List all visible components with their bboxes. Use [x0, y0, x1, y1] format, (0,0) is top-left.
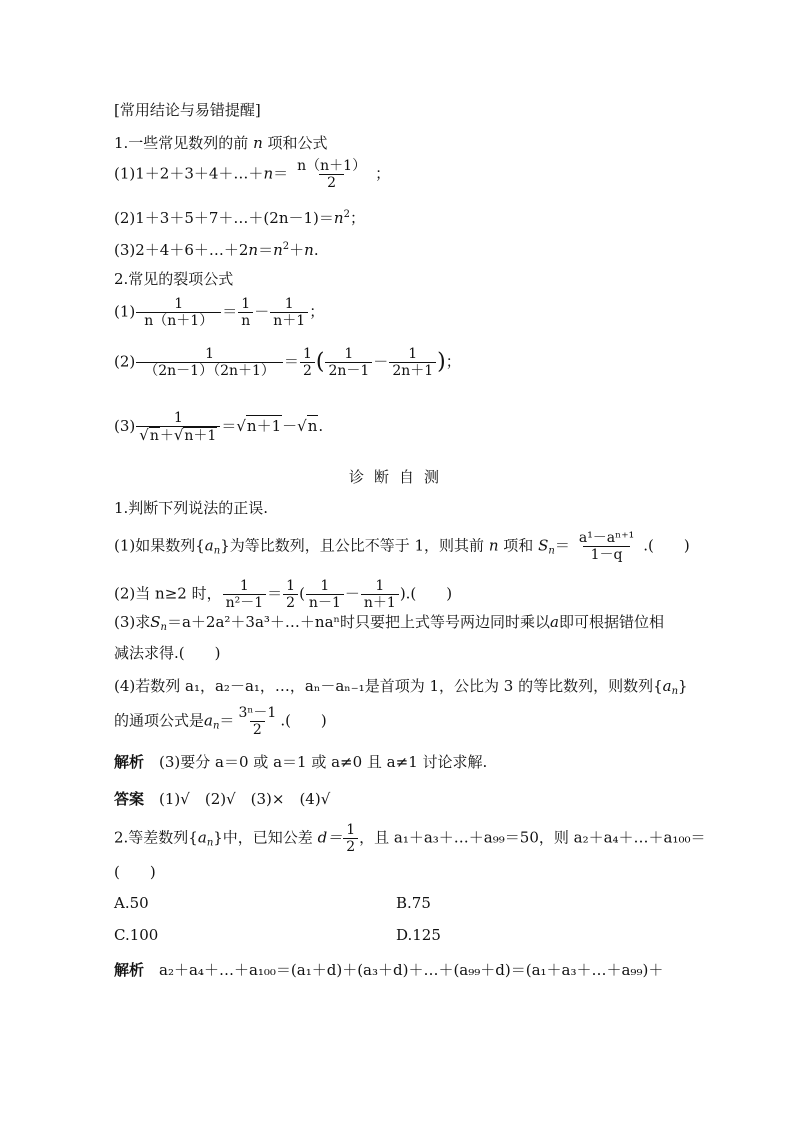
- formula-sum-even: $(3)2+4+6+\dots+2n=n^2+n$.: [114, 241, 319, 259]
- formula-split-3: (3) $\frac{1}{√n+√n+1}$ ＝√n＋1－√n.: [114, 410, 324, 444]
- fraction: $\frac{1}{2}$: [283, 578, 298, 611]
- analysis-1: 解析 (3)要分 a＝0 或 a＝1 或 a≠0 且 a≠1 讨论求解.: [114, 753, 488, 771]
- fraction: $\frac{n(n+1)}{2}$: [297, 158, 367, 191]
- solution-2: 解析 a₂＋a₄＋…＋a₁₀₀＝(a₁＋d)＋(a₃＋d)＋…＋(a₉₉＋d)＝(a₁＋a₃＋…＋a₉₉)＋: [114, 961, 664, 979]
- q1-title: 1.判断下列说法的正误.: [114, 499, 269, 517]
- q1-item-2: (2)当 n≥2 时， $\frac{1}{\text{n²－1}}$ ＝ $\frac{1}{2}$ ( $\frac{1}{n-1}$ － $\frac{1}{n+1}$ ).( ): [114, 578, 453, 611]
- fraction: $\frac{1}{2n-1}$: [325, 346, 372, 379]
- fraction: $\frac{\text{a¹－aⁿ⁺¹}}{1-q}$: [578, 530, 635, 563]
- q1-item-3-cont: 减法求得.( ): [114, 644, 221, 662]
- formula-sum-n: (1)1＋2＋3＋4＋…＋n＝ $\frac{n(n+1)}{2}$ ；: [114, 158, 391, 191]
- q1-item-4-cont: 的通项公式是$a_n=$ $\frac{\text{3ⁿ－1}}{2}$ .( ): [114, 705, 327, 738]
- formula-sum-odd: $(2)1+3+5+7+\dots+(2n-1)=n^2$；: [114, 209, 365, 227]
- diagnostic-title: 诊断自测: [348, 468, 449, 486]
- formula-split-1: (1) $\frac{1}{n(n+1)}$ ＝ $\frac{1}{n}$ － $\frac{1}{n+1}$ ；: [114, 296, 325, 329]
- tip1-title: 1.一些常见数列的前 n 项和公式: [114, 134, 328, 152]
- fraction: $\frac{1}{2n+1}$: [389, 346, 436, 379]
- fraction: $\frac{1}{√n+√n+1}$: [136, 410, 220, 444]
- fraction: $\frac{1}{2}$: [343, 822, 358, 855]
- fraction: $\frac{1}{n}$: [238, 296, 253, 329]
- tip2-title: 2.常见的裂项公式: [114, 270, 234, 288]
- fraction: $\frac{1}{n-1}$: [306, 578, 344, 611]
- fraction: $\frac{1}{\text{n²－1}}$: [223, 578, 267, 611]
- section-tip-heading: [常用结论与易错提醒]: [114, 101, 261, 119]
- fraction: $\frac{1}{(2n-1)(2n+1)}$: [136, 346, 283, 379]
- q1-item-4: (4)若数列 a₁，a₂－a₁，…，aₙ－aₙ₋₁是首项为 1，公比为 3 的等比数列，则数列$\{a_n\}$: [114, 677, 688, 697]
- option-d: D.125: [396, 926, 441, 944]
- q2-paren: ( ): [114, 863, 156, 881]
- fraction: $\frac{1}{n+1}$: [270, 296, 308, 329]
- q1-item-3: (3)求$S_n=a+2a^2+3a^3+\dots+na^n$时只要把上式等号两边同时乘以a即可根据错位相: [114, 613, 665, 633]
- fraction: $\frac{\text{3ⁿ－1}}{2}$: [238, 705, 277, 738]
- answer-1: 答案 (1)√ (2)√ (3)× (4)√: [114, 790, 331, 808]
- document-page: [114, 0, 706, 1123]
- q2-stem: 2.等差数列$\{a_n\}$中，已知公差 d＝ $\frac{1}{2}$ ，且 a₁＋a₃＋…＋a₉₉＝50，则 a₂＋a₄＋…＋a₁₀₀＝: [114, 822, 706, 855]
- fraction: $\frac{1}{n+1}$: [361, 578, 399, 611]
- fraction: $\frac{1}{n(n+1)}$: [136, 296, 221, 329]
- option-b: B.75: [396, 894, 431, 912]
- option-c: C.100: [114, 926, 159, 944]
- option-a: A.50: [114, 894, 149, 912]
- formula-split-2: (2) $\frac{1}{(2n-1)(2n+1)}$ ＝ $\frac{1}{2}$ ( $\frac{1}{2n-1}$ － $\frac{1}{2n+1}$ )；: [114, 346, 461, 379]
- q1-item-1: (1)如果数列$\{a_n\}$为等比数列，且公比不等于 1，则其前 n 项和 $S_n=$ $\frac{\text{a¹－aⁿ⁺¹}}{1-q}$ .( ): [114, 530, 690, 563]
- fraction: $\frac{1}{2}$: [300, 346, 315, 379]
